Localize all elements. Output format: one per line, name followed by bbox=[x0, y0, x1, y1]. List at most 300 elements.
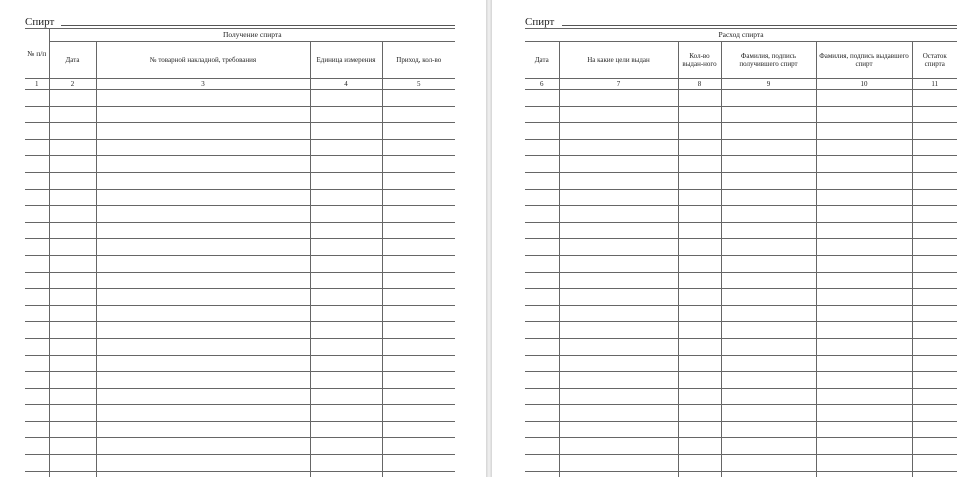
table-cell bbox=[816, 455, 912, 472]
table-cell bbox=[525, 438, 559, 455]
table-row bbox=[25, 272, 455, 289]
table-cell bbox=[382, 222, 455, 239]
table-cell bbox=[559, 338, 678, 355]
table-cell bbox=[310, 272, 382, 289]
table-cell bbox=[816, 405, 912, 422]
table-row bbox=[525, 139, 957, 156]
table-row bbox=[525, 305, 957, 322]
table-cell bbox=[721, 338, 816, 355]
table-cell bbox=[96, 172, 310, 189]
table-cell bbox=[912, 139, 957, 156]
table-row bbox=[25, 189, 455, 206]
table-cell bbox=[525, 189, 559, 206]
table-cell bbox=[382, 189, 455, 206]
table-cell bbox=[310, 90, 382, 107]
table-cell bbox=[559, 139, 678, 156]
table-cell bbox=[678, 289, 721, 306]
table-row bbox=[25, 156, 455, 173]
table-cell bbox=[25, 421, 49, 438]
table-cell bbox=[25, 255, 49, 272]
table-cell bbox=[816, 372, 912, 389]
table-cell bbox=[721, 322, 816, 339]
table-cell bbox=[678, 455, 721, 472]
table-cell bbox=[559, 90, 678, 107]
table-row bbox=[525, 372, 957, 389]
table-cell bbox=[525, 172, 559, 189]
table-cell bbox=[49, 355, 96, 372]
table-cell bbox=[525, 139, 559, 156]
table-cell bbox=[96, 255, 310, 272]
table-cell bbox=[912, 222, 957, 239]
table-cell bbox=[96, 139, 310, 156]
table-cell bbox=[912, 471, 957, 477]
table-cell bbox=[25, 156, 49, 173]
table-cell bbox=[25, 106, 49, 123]
left-title-underline bbox=[61, 25, 455, 26]
table-cell bbox=[525, 156, 559, 173]
table-row bbox=[25, 372, 455, 389]
table-cell bbox=[816, 305, 912, 322]
table-cell bbox=[559, 239, 678, 256]
table-cell bbox=[96, 289, 310, 306]
table-cell bbox=[25, 405, 49, 422]
table-cell bbox=[49, 206, 96, 223]
table-cell bbox=[310, 322, 382, 339]
table-cell bbox=[96, 421, 310, 438]
table-cell bbox=[382, 305, 455, 322]
table-row bbox=[525, 322, 957, 339]
table-cell bbox=[721, 421, 816, 438]
table-cell bbox=[912, 239, 957, 256]
table-cell bbox=[678, 272, 721, 289]
table-cell bbox=[816, 355, 912, 372]
table-cell bbox=[559, 123, 678, 140]
table-cell bbox=[721, 255, 816, 272]
table-cell bbox=[49, 305, 96, 322]
table-cell bbox=[678, 255, 721, 272]
table-cell bbox=[525, 289, 559, 306]
table-cell bbox=[559, 455, 678, 472]
table-cell bbox=[816, 90, 912, 107]
col-number-4: 4 bbox=[310, 79, 382, 90]
table-cell bbox=[816, 421, 912, 438]
table-row bbox=[25, 305, 455, 322]
table-cell bbox=[678, 206, 721, 223]
table-row bbox=[525, 289, 957, 306]
table-cell bbox=[721, 355, 816, 372]
table-cell bbox=[678, 471, 721, 477]
table-row bbox=[25, 455, 455, 472]
col-number-9: 9 bbox=[721, 79, 816, 90]
table-cell bbox=[49, 156, 96, 173]
table-cell bbox=[559, 471, 678, 477]
table-row bbox=[25, 222, 455, 239]
table-cell bbox=[96, 455, 310, 472]
col-number-1: 1 bbox=[25, 79, 49, 90]
table-cell bbox=[678, 139, 721, 156]
table-cell bbox=[96, 372, 310, 389]
table-row bbox=[525, 206, 957, 223]
table-cell bbox=[816, 255, 912, 272]
col-header-income: Приход, кол-во bbox=[382, 42, 455, 79]
col-number-11: 11 bbox=[912, 79, 957, 90]
table-cell bbox=[96, 222, 310, 239]
table-cell bbox=[25, 372, 49, 389]
table-row bbox=[525, 106, 957, 123]
table-cell bbox=[912, 272, 957, 289]
table-cell bbox=[525, 305, 559, 322]
table-cell bbox=[49, 322, 96, 339]
table-cell bbox=[816, 239, 912, 256]
col-header-purpose: На какие цели выдан bbox=[559, 42, 678, 79]
table-cell bbox=[721, 471, 816, 477]
table-cell bbox=[721, 438, 816, 455]
table-cell bbox=[49, 455, 96, 472]
table-row bbox=[25, 139, 455, 156]
table-cell bbox=[721, 239, 816, 256]
group-header-receipt: Получение спирта bbox=[49, 29, 455, 42]
table-cell bbox=[49, 338, 96, 355]
table-cell bbox=[816, 139, 912, 156]
table-cell bbox=[310, 405, 382, 422]
table-cell bbox=[816, 222, 912, 239]
table-row bbox=[525, 388, 957, 405]
table-cell bbox=[382, 372, 455, 389]
table-cell bbox=[559, 438, 678, 455]
table-cell bbox=[382, 289, 455, 306]
table-cell bbox=[96, 206, 310, 223]
table-cell bbox=[721, 222, 816, 239]
col-header-unit: Единица измерения bbox=[310, 42, 382, 79]
table-cell bbox=[559, 106, 678, 123]
table-cell bbox=[912, 355, 957, 372]
table-cell bbox=[310, 289, 382, 306]
table-cell bbox=[382, 405, 455, 422]
table-cell bbox=[559, 289, 678, 306]
col-header-number: № п/п bbox=[25, 29, 49, 79]
table-cell bbox=[25, 189, 49, 206]
table-cell bbox=[310, 338, 382, 355]
table-cell bbox=[559, 421, 678, 438]
table-cell bbox=[721, 139, 816, 156]
table-cell bbox=[525, 405, 559, 422]
table-cell bbox=[310, 239, 382, 256]
table-cell bbox=[49, 255, 96, 272]
table-cell bbox=[382, 123, 455, 140]
table-cell bbox=[49, 272, 96, 289]
table-cell bbox=[382, 90, 455, 107]
table-cell bbox=[525, 106, 559, 123]
table-cell bbox=[49, 189, 96, 206]
table-cell bbox=[96, 239, 310, 256]
table-row bbox=[525, 172, 957, 189]
table-cell bbox=[559, 172, 678, 189]
table-cell bbox=[678, 388, 721, 405]
table-cell bbox=[310, 455, 382, 472]
table-row bbox=[525, 471, 957, 477]
table-cell bbox=[382, 455, 455, 472]
table-row bbox=[525, 272, 957, 289]
table-row bbox=[525, 438, 957, 455]
table-cell bbox=[912, 438, 957, 455]
table-cell bbox=[525, 388, 559, 405]
table-row bbox=[25, 206, 455, 223]
table-cell bbox=[559, 405, 678, 422]
table-cell bbox=[310, 438, 382, 455]
col-number-5: 5 bbox=[382, 79, 455, 90]
table-cell bbox=[912, 305, 957, 322]
left-page bbox=[0, 0, 486, 477]
table-cell bbox=[96, 272, 310, 289]
col-header-date: Дата bbox=[49, 42, 96, 79]
table-cell bbox=[678, 106, 721, 123]
table-cell bbox=[678, 123, 721, 140]
table-cell bbox=[559, 355, 678, 372]
table-cell bbox=[96, 405, 310, 422]
table-cell bbox=[912, 106, 957, 123]
col-header-issuer: Фамилия, подпись выдавшего спирт bbox=[816, 42, 912, 79]
table-cell bbox=[721, 156, 816, 173]
table-row bbox=[25, 239, 455, 256]
right-title-underline bbox=[562, 25, 957, 26]
table-row bbox=[25, 405, 455, 422]
table-cell bbox=[525, 455, 559, 472]
table-cell bbox=[525, 338, 559, 355]
right-title-row bbox=[525, 15, 957, 29]
table-cell bbox=[25, 123, 49, 140]
table-row bbox=[525, 405, 957, 422]
table-cell bbox=[382, 421, 455, 438]
table-cell bbox=[382, 322, 455, 339]
table-cell bbox=[310, 388, 382, 405]
table-cell bbox=[721, 305, 816, 322]
table-cell bbox=[678, 189, 721, 206]
table-row bbox=[525, 338, 957, 355]
table-cell bbox=[525, 471, 559, 477]
table-cell bbox=[49, 405, 96, 422]
table-cell bbox=[816, 388, 912, 405]
table-cell bbox=[310, 471, 382, 477]
table-row bbox=[525, 255, 957, 272]
table-cell bbox=[559, 255, 678, 272]
table-cell bbox=[525, 322, 559, 339]
table-cell bbox=[525, 272, 559, 289]
table-row bbox=[25, 106, 455, 123]
table-cell bbox=[310, 421, 382, 438]
table-cell bbox=[25, 355, 49, 372]
table-cell bbox=[96, 355, 310, 372]
table-cell bbox=[382, 355, 455, 372]
col-header-date: Дата bbox=[525, 42, 559, 79]
table-cell bbox=[678, 172, 721, 189]
table-cell bbox=[678, 338, 721, 355]
table-cell bbox=[912, 338, 957, 355]
table-cell bbox=[721, 372, 816, 389]
table-cell bbox=[310, 305, 382, 322]
col-number-6: 6 bbox=[525, 79, 559, 90]
table-cell bbox=[96, 322, 310, 339]
table-cell bbox=[96, 189, 310, 206]
table-cell bbox=[310, 222, 382, 239]
col-number-8: 8 bbox=[678, 79, 721, 90]
table-cell bbox=[678, 305, 721, 322]
table-cell bbox=[525, 90, 559, 107]
table-cell bbox=[816, 338, 912, 355]
table-row bbox=[525, 90, 957, 107]
table-cell bbox=[912, 123, 957, 140]
col-number-3: 3 bbox=[96, 79, 310, 90]
receipt-table bbox=[25, 28, 455, 477]
table-cell bbox=[816, 172, 912, 189]
table-cell bbox=[525, 222, 559, 239]
table-cell bbox=[96, 156, 310, 173]
table-cell bbox=[25, 90, 49, 107]
table-cell bbox=[96, 305, 310, 322]
table-cell bbox=[559, 189, 678, 206]
table-cell bbox=[49, 172, 96, 189]
table-cell bbox=[678, 156, 721, 173]
table-row bbox=[25, 90, 455, 107]
table-cell bbox=[678, 421, 721, 438]
table-cell bbox=[816, 289, 912, 306]
table-cell bbox=[310, 372, 382, 389]
table-cell bbox=[678, 405, 721, 422]
table-cell bbox=[912, 255, 957, 272]
table-cell bbox=[96, 106, 310, 123]
right-page-title: Спирт bbox=[525, 16, 555, 28]
table-row bbox=[25, 322, 455, 339]
right-page bbox=[492, 0, 977, 477]
table-cell bbox=[25, 222, 49, 239]
table-row bbox=[525, 189, 957, 206]
table-cell bbox=[525, 421, 559, 438]
table-cell bbox=[816, 156, 912, 173]
table-cell bbox=[310, 189, 382, 206]
table-cell bbox=[382, 156, 455, 173]
table-row bbox=[25, 172, 455, 189]
table-row bbox=[25, 338, 455, 355]
table-cell bbox=[49, 289, 96, 306]
table-cell bbox=[310, 255, 382, 272]
table-cell bbox=[816, 322, 912, 339]
table-cell bbox=[382, 471, 455, 477]
table-row bbox=[25, 123, 455, 140]
table-row bbox=[525, 355, 957, 372]
table-cell bbox=[912, 322, 957, 339]
table-cell bbox=[25, 206, 49, 223]
table-cell bbox=[678, 438, 721, 455]
table-cell bbox=[25, 139, 49, 156]
table-cell bbox=[678, 222, 721, 239]
table-cell bbox=[96, 90, 310, 107]
table-cell bbox=[310, 355, 382, 372]
table-cell bbox=[816, 123, 912, 140]
table-cell bbox=[25, 289, 49, 306]
table-cell bbox=[912, 421, 957, 438]
table-cell bbox=[25, 172, 49, 189]
table-cell bbox=[816, 272, 912, 289]
table-cell bbox=[816, 206, 912, 223]
table-cell bbox=[382, 239, 455, 256]
table-cell bbox=[382, 388, 455, 405]
table-cell bbox=[816, 106, 912, 123]
table-row bbox=[525, 156, 957, 173]
table-cell bbox=[559, 372, 678, 389]
table-cell bbox=[310, 156, 382, 173]
table-cell bbox=[96, 438, 310, 455]
table-row bbox=[525, 123, 957, 140]
table-cell bbox=[912, 90, 957, 107]
table-cell bbox=[721, 289, 816, 306]
expense-table bbox=[525, 28, 957, 477]
table-cell bbox=[678, 90, 721, 107]
table-cell bbox=[559, 222, 678, 239]
left-title-row bbox=[25, 15, 455, 29]
table-cell bbox=[25, 272, 49, 289]
table-cell bbox=[96, 471, 310, 477]
table-cell bbox=[49, 90, 96, 107]
table-cell bbox=[310, 206, 382, 223]
table-cell bbox=[382, 172, 455, 189]
group-header-expense: Расход спирта bbox=[525, 29, 957, 42]
left-page-title: Спирт bbox=[25, 16, 55, 28]
table-cell bbox=[382, 438, 455, 455]
table-cell bbox=[678, 372, 721, 389]
table-cell bbox=[816, 438, 912, 455]
table-cell bbox=[382, 338, 455, 355]
table-cell bbox=[525, 239, 559, 256]
table-cell bbox=[310, 106, 382, 123]
table-cell bbox=[25, 388, 49, 405]
table-cell bbox=[25, 239, 49, 256]
table-cell bbox=[559, 322, 678, 339]
table-cell bbox=[525, 355, 559, 372]
table-cell bbox=[49, 421, 96, 438]
table-row bbox=[25, 438, 455, 455]
col-number-10: 10 bbox=[816, 79, 912, 90]
table-cell bbox=[49, 123, 96, 140]
col-header-balance: Остаток спирта bbox=[912, 42, 957, 79]
table-cell bbox=[96, 388, 310, 405]
table-row bbox=[525, 222, 957, 239]
table-cell bbox=[382, 255, 455, 272]
table-cell bbox=[721, 123, 816, 140]
table-cell bbox=[96, 123, 310, 140]
table-cell bbox=[559, 305, 678, 322]
table-cell bbox=[25, 322, 49, 339]
table-cell bbox=[525, 206, 559, 223]
table-cell bbox=[96, 338, 310, 355]
table-cell bbox=[678, 355, 721, 372]
table-cell bbox=[25, 338, 49, 355]
table-row bbox=[525, 421, 957, 438]
table-cell bbox=[912, 455, 957, 472]
table-cell bbox=[49, 388, 96, 405]
table-cell bbox=[310, 172, 382, 189]
table-row bbox=[25, 388, 455, 405]
table-cell bbox=[49, 372, 96, 389]
table-cell bbox=[816, 471, 912, 477]
table-cell bbox=[525, 372, 559, 389]
table-cell bbox=[559, 388, 678, 405]
table-cell bbox=[721, 272, 816, 289]
table-cell bbox=[525, 123, 559, 140]
table-cell bbox=[310, 139, 382, 156]
col-number-2: 2 bbox=[49, 79, 96, 90]
table-row bbox=[25, 255, 455, 272]
table-row bbox=[25, 355, 455, 372]
table-cell bbox=[912, 206, 957, 223]
